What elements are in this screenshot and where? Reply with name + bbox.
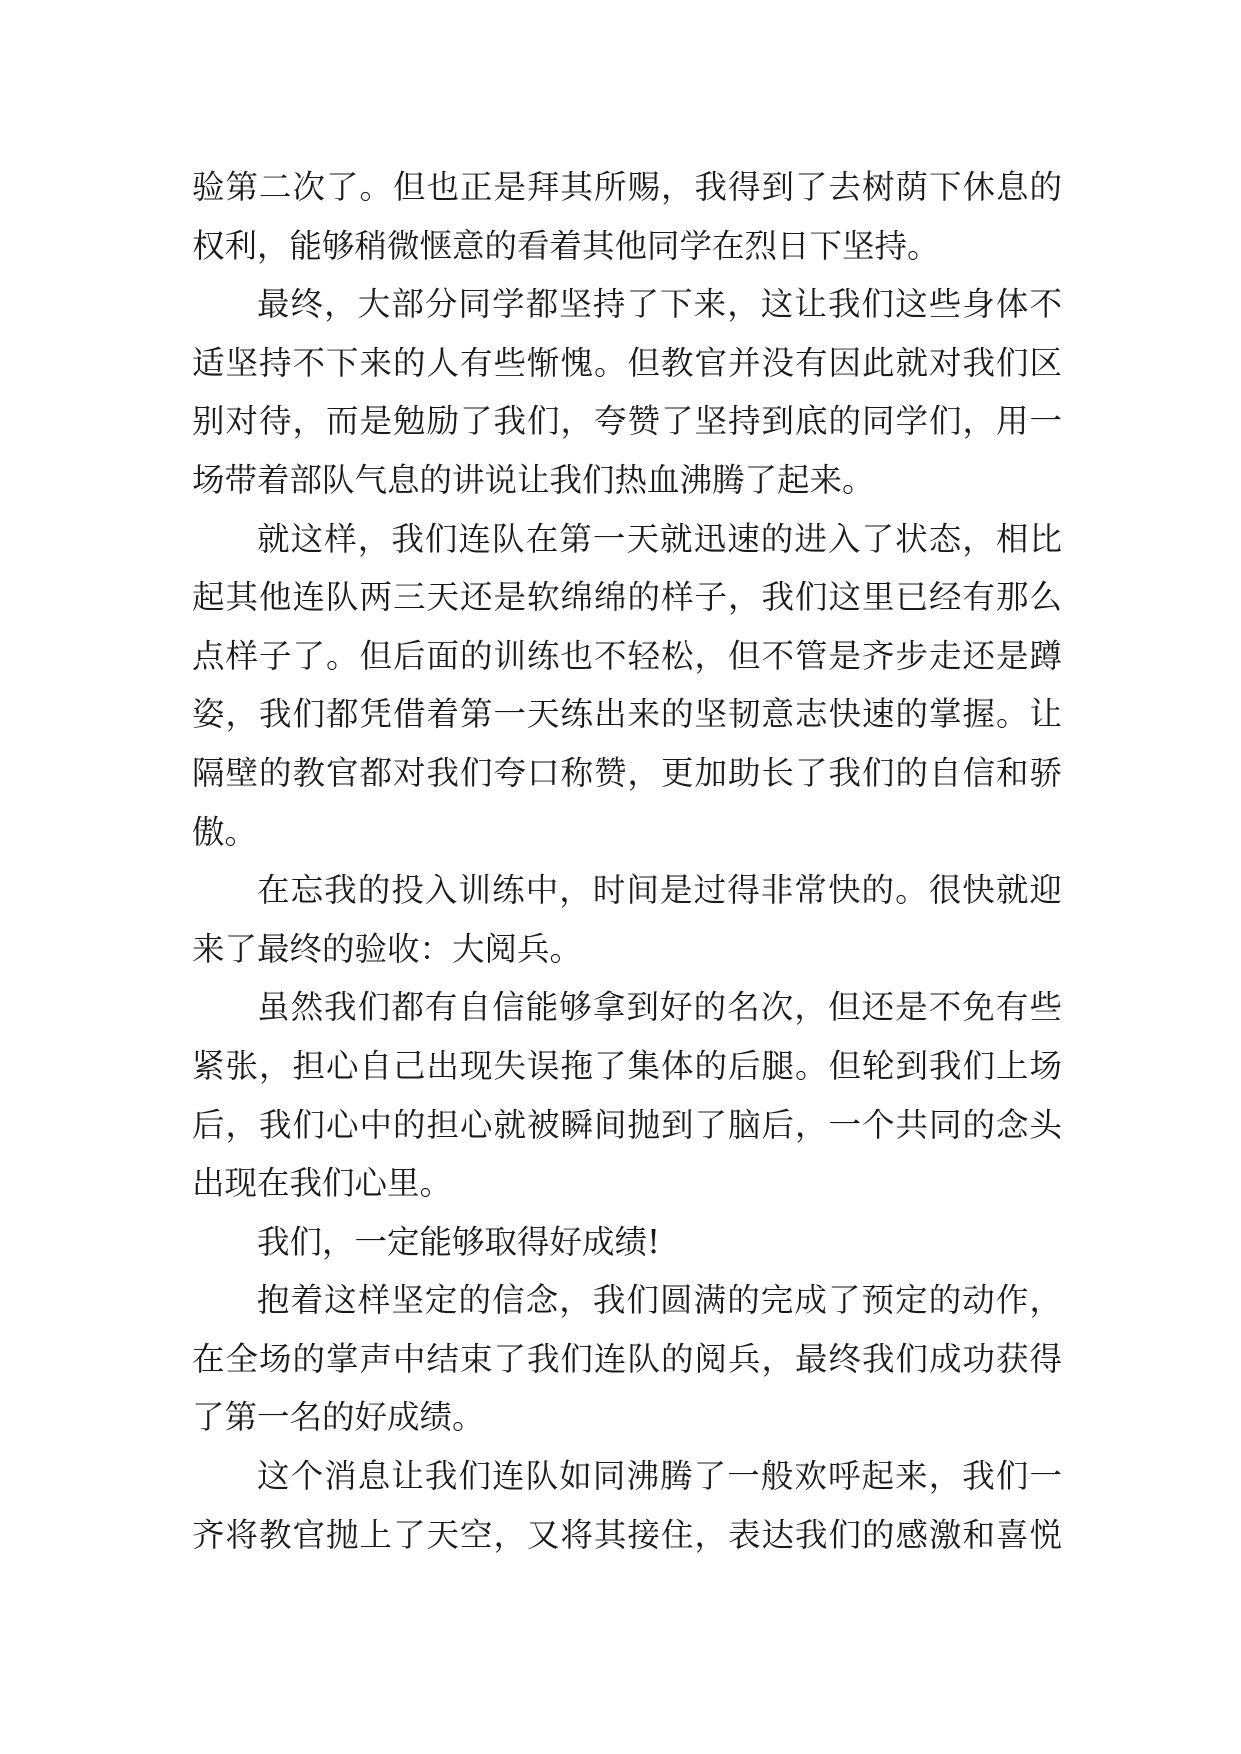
- text-line: 我们，一定能够取得好成绩!: [257, 1222, 661, 1261]
- text-line: 了第一名的好成绩。: [192, 1398, 485, 1437]
- text-line: 出现在我们心里。: [192, 1164, 453, 1203]
- text-line: 在忘我的投入训练中，时间是过得非常快的。很快就迎: [257, 871, 1062, 910]
- text-line: 后，我们心中的担心就被瞬间抛到了脑后，一个共同的念头: [192, 1105, 1062, 1144]
- text-line: 傲。: [192, 812, 258, 851]
- text-line: 别对待，而是勉励了我们，夸赞了坚持到底的同学们，用一: [192, 402, 1062, 441]
- text-line: 最终，大部分同学都坚持了下来，这让我们这些身体不: [257, 285, 1062, 324]
- text-line: 点样子了。但后面的训练也不轻松，但不管是齐步走还是蹲: [192, 636, 1062, 675]
- text-line: 抱着这样坚定的信念，我们圆满的完成了预定的动作，: [257, 1281, 1062, 1320]
- text-line: 就这样，我们连队在第一天就迅速的进入了状态，相比: [257, 519, 1062, 558]
- text-line: 场带着部队气息的讲说让我们热血沸腾了起来。: [192, 460, 875, 499]
- text-line: 虽然我们都有自信能够拿到好的名次，但还是不免有些: [257, 988, 1062, 1027]
- text-line: 紧张，担心自己出现失误拖了集体的后腿。但轮到我们上场: [192, 1046, 1062, 1085]
- text-line: 齐将教官抛上了天空，又将其接住，表达我们的感激和喜悦: [192, 1515, 1062, 1554]
- text-line: 姿，我们都凭借着第一天练出来的坚韧意志快速的掌握。让: [192, 695, 1062, 734]
- text-line: 在全场的掌声中结束了我们连队的阅兵，最终我们成功获得: [192, 1339, 1062, 1378]
- document-body-text: [192, 158, 1062, 1564]
- text-line: 这个消息让我们连队如同沸腾了一般欢呼起来，我们一: [257, 1457, 1062, 1496]
- text-line: 适坚持不下来的人有些惭愧。但教官并没有因此就对我们区: [192, 343, 1062, 382]
- text-line: 起其他连队两三天还是软绵绵的样子，我们这里已经有那么: [192, 578, 1062, 617]
- text-line: 权利，能够稍微惬意的看着其他同学在烈日下坚持。: [192, 226, 940, 265]
- text-line: 验第二次了。但也正是拜其所赐，我得到了去树荫下休息的: [192, 168, 1062, 206]
- text-line: 来了最终的验收：大阅兵。: [192, 929, 583, 968]
- text-line: 隔壁的教官都对我们夸口称赞，更加助长了我们的自信和骄: [192, 753, 1062, 792]
